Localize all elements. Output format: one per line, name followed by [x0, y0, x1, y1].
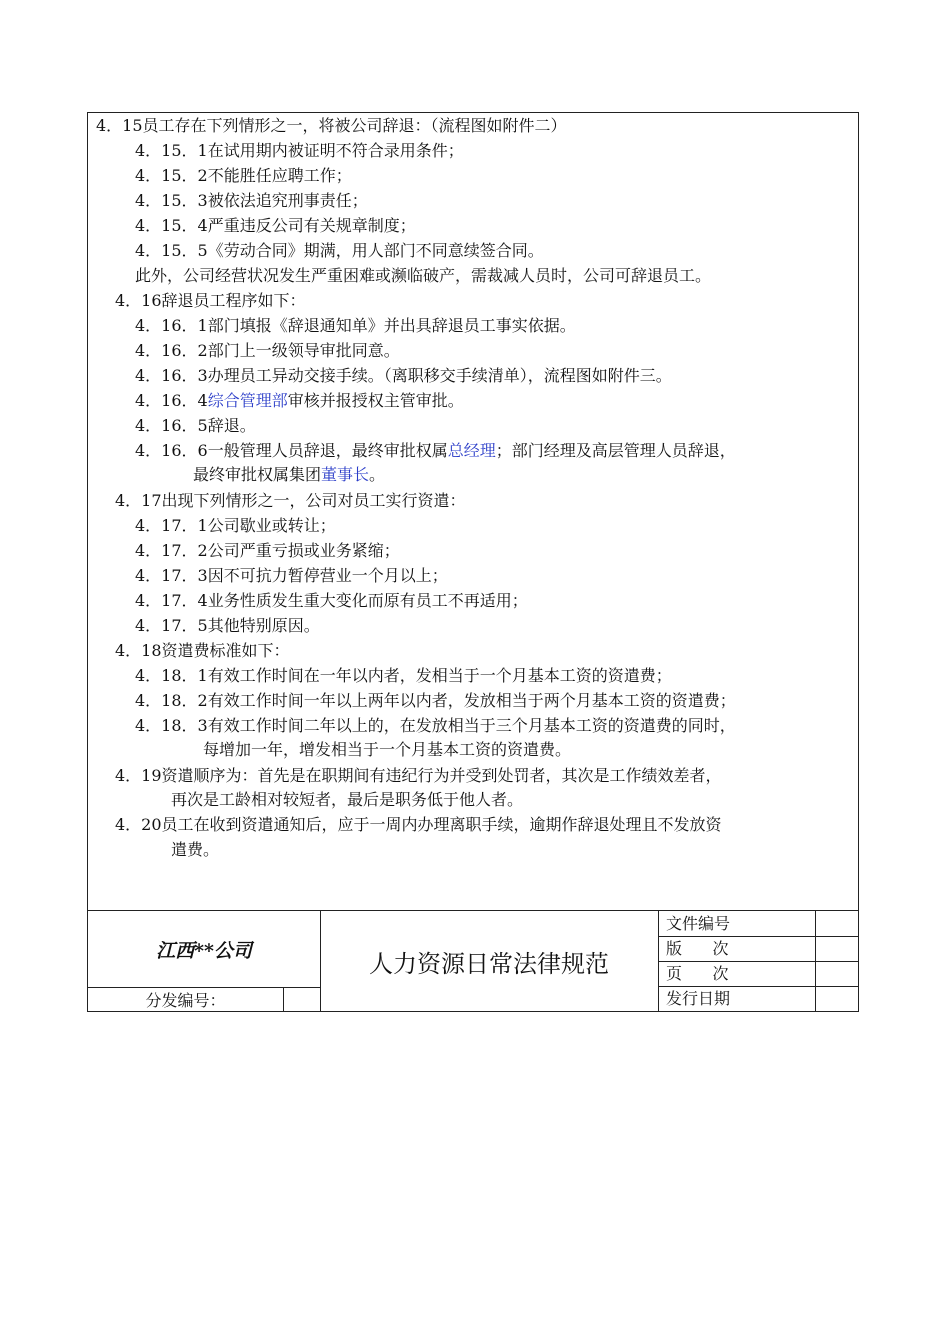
text-segment: 4．18资遣费标准如下：: [115, 641, 290, 660]
text-line: [135, 166, 352, 186]
text-line: [135, 191, 368, 211]
meta-version-label: 版 次: [666, 939, 729, 958]
text-segment: 4．16．2部门上一级领导审批同意。: [135, 341, 400, 360]
text-line: [135, 216, 416, 236]
text-segment: 4．15．3被依法追究刑事责任；: [135, 191, 368, 210]
document-frame: [87, 112, 859, 1012]
text-segment: 遣费。: [171, 840, 220, 859]
text-segment: 4．16辞退员工程序如下：: [115, 291, 306, 310]
text-line: [115, 815, 722, 835]
text-segment: ；部门经理及高层管理人员辞退，: [495, 441, 736, 460]
text-segment: 4．17出现下列情形之一，公司对员工实行资遣：: [115, 491, 466, 510]
text-segment: 4．18．2有效工作时间一年以上两年以内者，发放相当于两个月基本工资的资遣费；: [135, 691, 736, 710]
text-line: [135, 266, 711, 286]
text-segment: 4．15．5《劳动合同》期满，用人部门不同意续签合同。: [135, 241, 544, 260]
text-line: [115, 491, 466, 511]
text-segment: 4．16．5辞退。: [135, 416, 256, 435]
text-segment: 审核并报授权主管审批。: [287, 391, 464, 410]
org-link[interactable]: 总经理: [447, 441, 496, 460]
footer-divider: [88, 987, 320, 988]
document-footer: [88, 910, 858, 1012]
text-segment: 4．16．1部门填报《辞退通知单》并出具辞退员工事实依据。: [135, 316, 576, 335]
text-segment: 4．18．3有效工作时间二年以上的，在发放相当于三个月基本工资的资遣费的同时，: [135, 716, 736, 735]
text-line: [193, 465, 385, 485]
text-line: [135, 691, 736, 711]
text-line: [135, 666, 672, 686]
text-line: [171, 790, 523, 810]
text-segment: 再次是工龄相对较短者，最后是职务低于他人者。: [171, 790, 524, 809]
document-body: [88, 113, 858, 910]
footer-divider: [658, 986, 858, 987]
text-line: [135, 416, 256, 436]
text-segment: 4．16．6一般管理人员辞退，最终审批权属: [135, 441, 448, 460]
footer-divider: [658, 936, 858, 937]
text-segment: 4．20员工在收到资遣通知后，应于一周内办理离职手续，逾期作辞退处理且不发放资: [115, 815, 722, 834]
text-line: [135, 141, 464, 161]
text-line: [135, 316, 576, 336]
text-segment: 4．15员工存在下列情形之一，将被公司辞退：（流程图如附件二）: [96, 116, 567, 135]
text-segment: 4．17．5其他特别原因。: [135, 616, 320, 635]
text-segment: 4．17．3因不可抗力暂停营业一个月以上；: [135, 566, 448, 585]
text-segment: 最终审批权属集团: [193, 465, 322, 484]
text-segment: 4．17．2公司严重亏损或业务紧缩；: [135, 541, 400, 560]
distribution-label: 分发编号：: [145, 991, 226, 1010]
org-link[interactable]: 董事长: [321, 465, 370, 484]
text-line: [135, 441, 736, 461]
meta-file-number-label: 文件编号: [666, 914, 731, 933]
text-line: [115, 291, 306, 311]
text-line: [203, 740, 571, 760]
text-line: [135, 391, 464, 411]
footer-divider: [283, 987, 284, 1012]
org-link[interactable]: 综合管理部: [207, 391, 288, 410]
text-line: [171, 840, 219, 860]
text-line: [115, 641, 290, 661]
text-line: [135, 366, 672, 386]
document-title: 人力资源日常法律规范: [369, 950, 609, 978]
text-line: [135, 516, 336, 536]
footer-divider: [320, 911, 321, 1012]
text-line: [135, 716, 736, 736]
text-segment: 4．17．1公司歇业或转让；: [135, 516, 336, 535]
company-name: 江西**公司: [156, 939, 252, 962]
text-line: [135, 566, 448, 586]
text-segment: 4．16．3办理员工异动交接手续。（离职移交手续清单），流程图如附件三。: [135, 366, 672, 385]
text-segment: 每增加一年，增发相当于一个月基本工资的资遣费。: [203, 740, 572, 759]
text-line: [115, 766, 722, 786]
meta-issue-date-label: 发行日期: [666, 989, 731, 1008]
text-segment: 4．15．4严重违反公司有关规章制度；: [135, 216, 416, 235]
meta-page-label: 页 次: [666, 964, 729, 983]
text-line: [135, 616, 320, 636]
text-segment: 4．15．1在试用期内被证明不符合录用条件；: [135, 141, 464, 160]
text-line: [135, 241, 544, 261]
text-segment: 4．18．1有效工作时间在一年以内者，发相当于一个月基本工资的资遣费；: [135, 666, 672, 685]
text-line: [135, 341, 400, 361]
text-segment: 此外，公司经营状况发生严重困难或濒临破产，需裁减人员时，公司可辞退员工。: [135, 266, 712, 285]
text-segment: 4．15．2不能胜任应聘工作；: [135, 166, 352, 185]
text-segment: 4．17．4业务性质发生重大变化而原有员工不再适用；: [135, 591, 528, 610]
text-segment: 。: [369, 465, 386, 484]
text-segment: 4．16．4: [135, 391, 208, 410]
text-segment: 4．19资遣顺序为：首先是在职期间有违纪行为并受到处罚者，其次是工作绩效差者，: [115, 766, 722, 785]
text-line: [135, 541, 400, 561]
footer-divider: [658, 961, 858, 962]
text-line: [135, 591, 528, 611]
text-line: [96, 116, 567, 136]
